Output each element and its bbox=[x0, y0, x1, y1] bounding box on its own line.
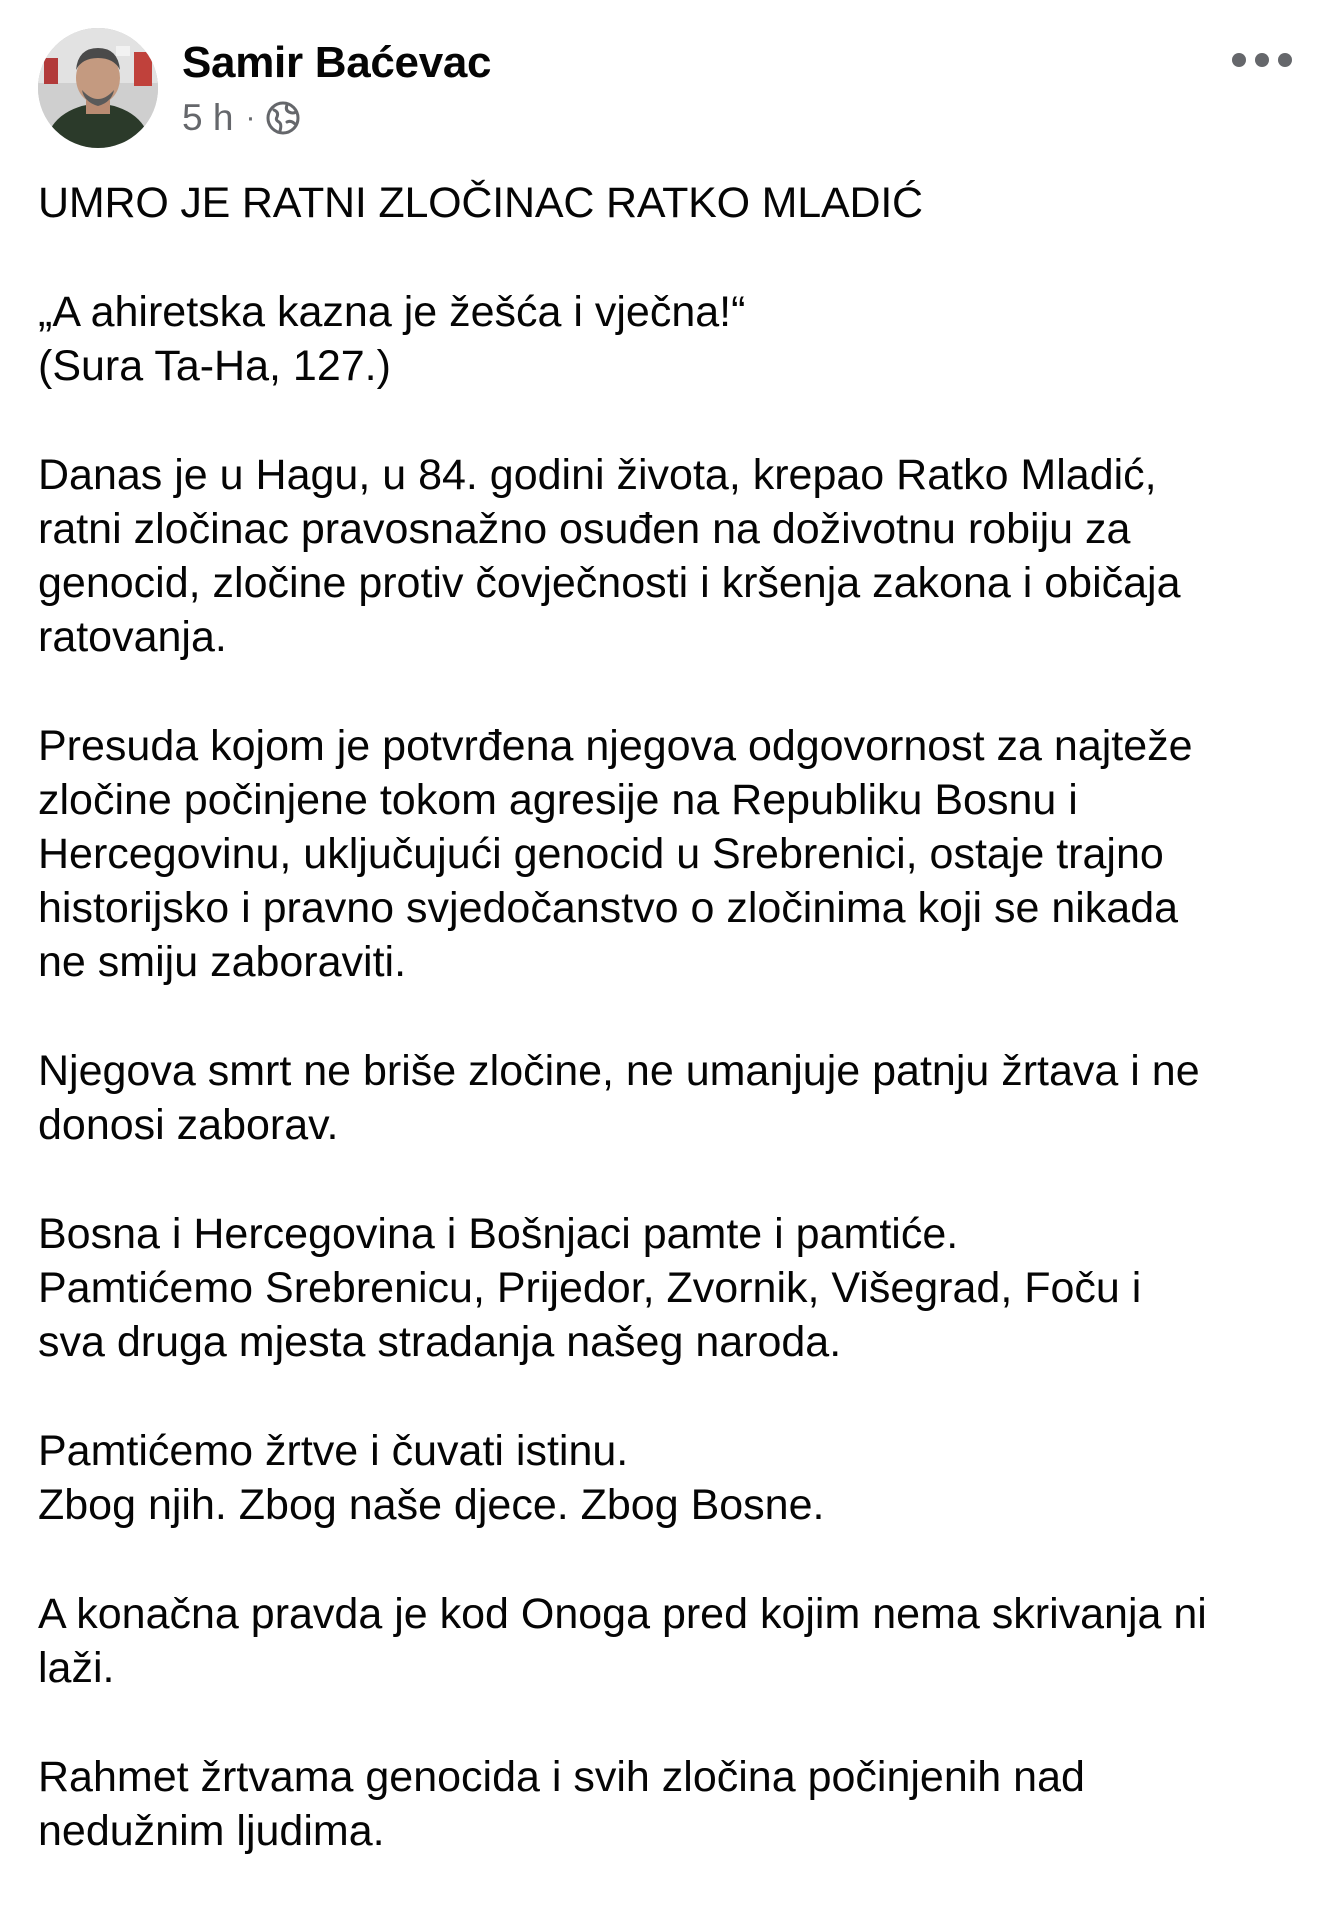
more-horizontal-icon bbox=[1232, 53, 1246, 67]
avatar-photo bbox=[38, 28, 158, 148]
author-avatar[interactable] bbox=[38, 28, 158, 148]
post-meta bbox=[182, 96, 301, 140]
post-paragraph: Pamtićemo žrtve i čuvati istinu. Zbog njih. Zbog naše djece. Zbog Bosne. bbox=[38, 1427, 825, 1529]
post-paragraph: A konačna pravda je kod Onoga pred kojim nema skrivanja ni laži. bbox=[38, 1590, 1207, 1692]
post-paragraph: Rahmet žrtvama genocida i svih zločina počinjenih nad nedužnim ljudima. bbox=[38, 1753, 1085, 1855]
post-paragraph: Danas je u Hagu, u 84. godini života, krepao Ratko Mladić, ratni zločinac pravosnažno osuđen na doživotnu robiju za genocid, zločine protiv čovječnosti i kršenja zakona i običaja ratovanja. bbox=[38, 451, 1181, 661]
post-paragraph: Presuda kojom je potvrđena njegova odgovornost za najteže zločine počinjene tokom agresije na Republiku Bosnu i Hercegovinu, uključujući genocid u Srebrenici, ostaje trajno historijsko i pravno svjedočanstvo o zločinima koji se nikada ne smiju zaboraviti. bbox=[38, 722, 1193, 986]
post-body bbox=[38, 176, 1300, 1913]
post-quote: „A ahiretska kazna je žešća i vječna!“ (Sura Ta-Ha, 127.) bbox=[38, 288, 746, 390]
more-horizontal-icon bbox=[1255, 53, 1269, 67]
post-paragraph: Njegova smrt ne briše zločine, ne umanjuje patnju žrtava i ne donosi zaborav. bbox=[38, 1047, 1200, 1149]
post-timestamp[interactable]: 5 h bbox=[182, 97, 234, 138]
more-options-button[interactable] bbox=[1232, 40, 1292, 80]
post-paragraph: Bosna i Hercegovina i Bošnjaci pamte i pamtiće. Pamtićemo Srebrenicu, Prijedor, Zvornik, Višegrad, Foču i sva druga mjesta stradanja našeg naroda. bbox=[38, 1210, 1142, 1366]
more-horizontal-icon bbox=[1278, 53, 1292, 67]
post-headline: UMRO JE RATNI ZLOČINAC RATKO MLADIĆ bbox=[38, 179, 923, 227]
meta-separator: · bbox=[245, 101, 256, 134]
author-name-link[interactable]: Samir Baćevac bbox=[182, 38, 492, 87]
globe-icon[interactable] bbox=[265, 100, 301, 136]
